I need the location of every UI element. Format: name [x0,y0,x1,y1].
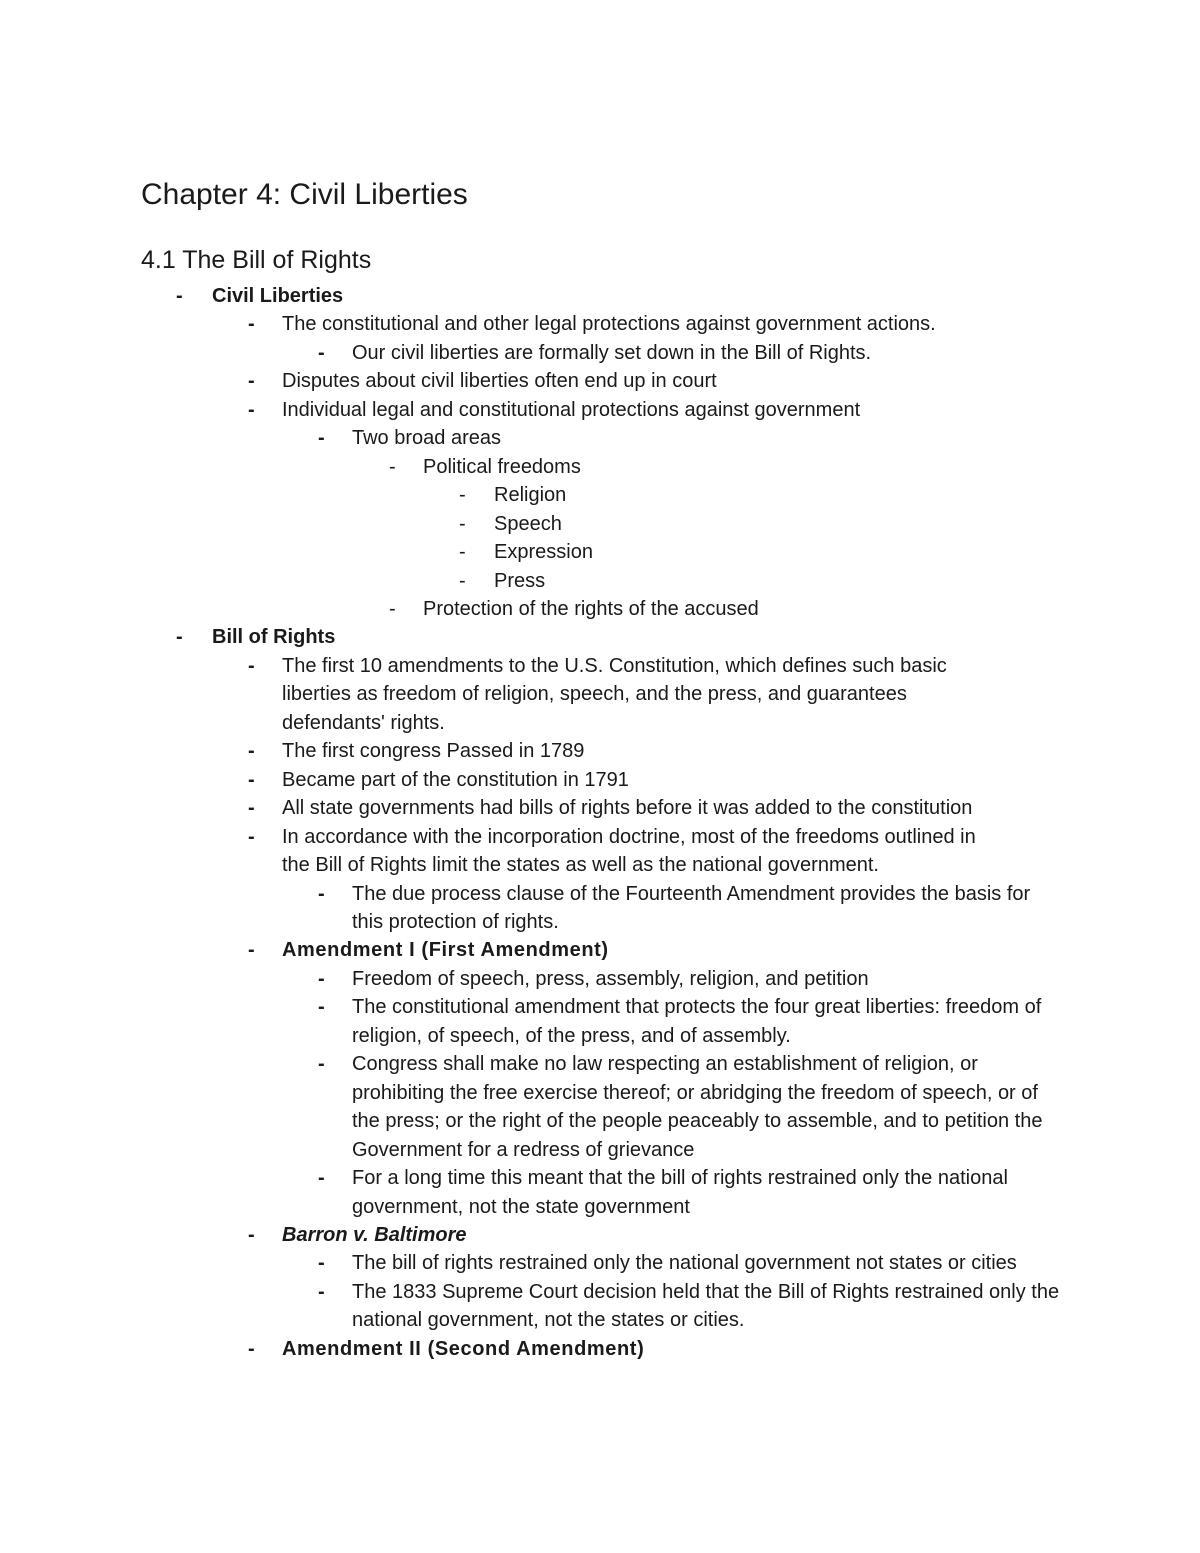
bullet-dash: - [248,370,255,393]
bullet-dash: - [459,484,466,507]
outline-item [0,453,1200,481]
outline-item-text: Individual legal and constitutional protections against government [282,398,861,421]
outline-item [0,282,1200,310]
outline-item [0,595,1200,623]
outline-item [0,339,1200,367]
bullet-dash: - [459,512,466,535]
outline-item-text: Expression [494,541,593,564]
bullet-dash: - [248,768,255,791]
bullet-dash: - [318,341,325,364]
outline-item-text: Barron v. Baltimore [282,1223,467,1246]
outline-item-text: Our civil liberties are formally set down in the Bill of Rights. [352,341,872,364]
outline-item [0,396,1200,424]
bullet-dash: - [248,313,255,336]
outline-item [0,1221,1200,1249]
bullet-dash: - [318,882,325,905]
outline-item [0,880,1200,937]
outline-item-text: Became part of the constitution in 1791 [282,768,629,791]
outline-item-text: The 1833 Supreme Court decision held that the Bill of Rights restrained only the national government, not the states or cities. [352,1280,1060,1332]
outline-item [0,623,1200,651]
outline-item [0,936,1200,964]
outline-item [0,1249,1200,1277]
outline-item-text: Protection of the rights of the accused [423,597,759,620]
bullet-dash: - [389,455,396,478]
outline-item-text: The first congress Passed in 1789 [282,740,585,763]
outline-item [0,481,1200,509]
bullet-dash: - [176,626,183,649]
bullet-dash: - [389,597,396,620]
outline-item-text: Speech [494,512,562,535]
outline-item [0,510,1200,538]
outline-item-text: Freedom of speech, press, assembly, religion, and petition [352,967,869,990]
outline-item [0,310,1200,338]
bullet-dash: - [318,1167,325,1190]
outline-item [0,823,1200,880]
outline-item-text: The first 10 amendments to the U.S. Constitution, which defines such basic liberties as freedom of religion, speech, and the press, and guarantees defendants' rights. [282,654,947,734]
bullet-dash: - [248,398,255,421]
outline-item-text: The due process clause of the Fourteenth Amendment provides the basis for this protection of rights. [352,882,1031,933]
outline-item-text: In accordance with the incorporation doctrine, most of the freedoms outlined in the Bill of Rights limit the states as well as the national government. [282,825,976,877]
outline-item [0,737,1200,765]
bullet-dash: - [248,825,255,848]
bullet-dash: - [248,1223,255,1246]
outline-item [0,652,1200,737]
bullet-dash: - [248,939,255,962]
outline-item [0,1335,1200,1363]
outline-item [0,367,1200,395]
bullet-dash: - [248,654,255,677]
outline-list [0,282,1200,1363]
bullet-dash: - [318,427,325,450]
outline-item [0,965,1200,993]
outline-item-text: For a long time this meant that the bill of rights restrained only the national government, not the state government [352,1167,1008,1218]
outline-item-text: Disputes about civil liberties often end up in court [282,370,717,393]
outline-item [0,567,1200,595]
bullet-dash: - [318,1280,325,1303]
outline-item [0,424,1200,452]
outline-item-text: The constitutional and other legal protections against government actions. [282,313,936,336]
outline-item-text: Amendment I (First Amendment) [282,939,609,962]
outline-item-text: Amendment II (Second Amendment) [282,1337,645,1360]
outline-item-text: The constitutional amendment that protects the four great liberties: freedom of religion, of speech, of the press, and of assembly. [352,996,1042,1047]
bullet-dash: - [248,797,255,820]
outline-item-text: Press [494,569,546,592]
outline-item [0,1164,1200,1221]
outline-item-text: Two broad areas [352,427,501,450]
outline-item [0,1050,1200,1164]
outline-item-text: Political freedoms [423,455,581,478]
bullet-dash: - [248,1337,255,1360]
bullet-dash: - [248,740,255,763]
outline-item [0,794,1200,822]
outline-item-text: The bill of rights restrained only the national government not states or cities [352,1252,1017,1275]
bullet-dash: - [318,1053,325,1076]
bullet-dash: - [176,285,183,307]
outline-item-text: Religion [494,484,567,507]
bullet-dash: - [318,1252,325,1275]
outline-item [0,538,1200,566]
outline-item-text: Congress shall make no law respecting an establishment of religion, or prohibiting the free exercise thereof; or abridging the freedom of speech, or of the press; or the right of the people peaceably to assemble, and to petition the Government for a redress of grievance [352,1053,1043,1161]
outline-item-text: All state governments had bills of rights before it was added to the constitution [282,797,973,820]
chapter-title: Chapter 4: Civil Liberties [141,178,468,211]
outline-item [0,1278,1200,1335]
section-heading: 4.1 The Bill of Rights [141,246,372,274]
outline-item [0,993,1200,1050]
bullet-dash: - [459,541,466,564]
outline-item [0,766,1200,794]
bullet-dash: - [318,996,325,1019]
outline-item-text: Bill of Rights [212,626,336,649]
bullet-dash: - [459,569,466,592]
outline-item-text: Civil Liberties [212,285,344,307]
bullet-dash: - [318,967,325,990]
